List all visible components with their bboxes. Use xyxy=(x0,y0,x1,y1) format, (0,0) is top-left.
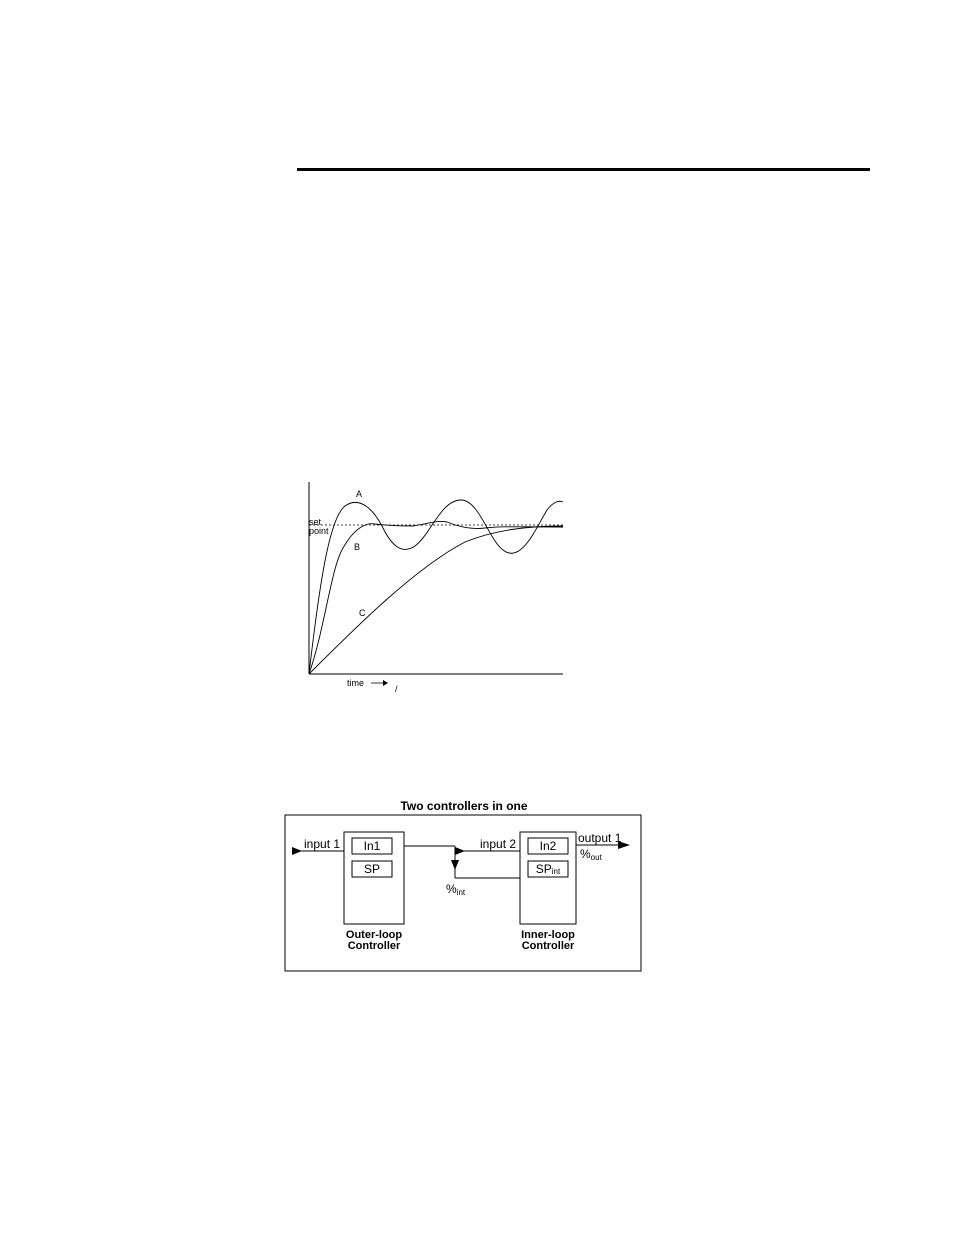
pct-out-symbol: % xyxy=(580,847,591,861)
pct-out-label xyxy=(580,847,603,862)
setpoint-label-2: point xyxy=(309,526,329,536)
tick-mark: / xyxy=(395,684,398,694)
label-curve-c: C xyxy=(359,608,366,618)
cascade-diagram-svg xyxy=(282,798,646,978)
inner-sp-sub: int xyxy=(551,867,561,876)
input1-arrow-icon xyxy=(292,847,302,855)
inner-sp-text: SP xyxy=(535,862,552,876)
input2-arrow-icon xyxy=(455,847,465,855)
input2-label: input 2 xyxy=(480,837,517,851)
pct-out-sub: out xyxy=(590,853,602,862)
pct-int-sub: int xyxy=(456,888,466,897)
cascade-diagram-figure xyxy=(282,798,646,978)
pct-int-label xyxy=(446,882,466,897)
curve-b xyxy=(309,521,563,674)
response-curves-figure xyxy=(295,478,575,698)
time-label: time xyxy=(347,678,365,688)
time-arrow-head-icon xyxy=(383,680,388,686)
outer-in1-label: In1 xyxy=(363,839,381,853)
label-curve-a: A xyxy=(356,489,363,499)
outer-name-1: Outer-loop xyxy=(345,929,403,941)
outer-name-2: Controller xyxy=(347,940,401,952)
setpoint-label-1: set xyxy=(309,517,322,527)
pct-int-symbol: % xyxy=(446,882,457,896)
outer-sp-label: SP xyxy=(363,862,381,876)
section-rule xyxy=(297,168,870,171)
output1-label: output 1 xyxy=(578,831,622,845)
link-down-arrow-icon xyxy=(451,860,459,870)
response-curves-svg xyxy=(295,478,575,698)
inner-name-1: Inner-loop xyxy=(521,929,575,941)
curve-c xyxy=(309,526,563,674)
curve-a xyxy=(309,500,563,674)
label-curve-b: B xyxy=(354,542,361,552)
input1-label: input 1 xyxy=(304,837,341,851)
inner-name-2: Controller xyxy=(521,940,575,952)
diagram-title: Two controllers in one xyxy=(400,799,528,813)
inner-in2-label: In2 xyxy=(539,839,557,853)
